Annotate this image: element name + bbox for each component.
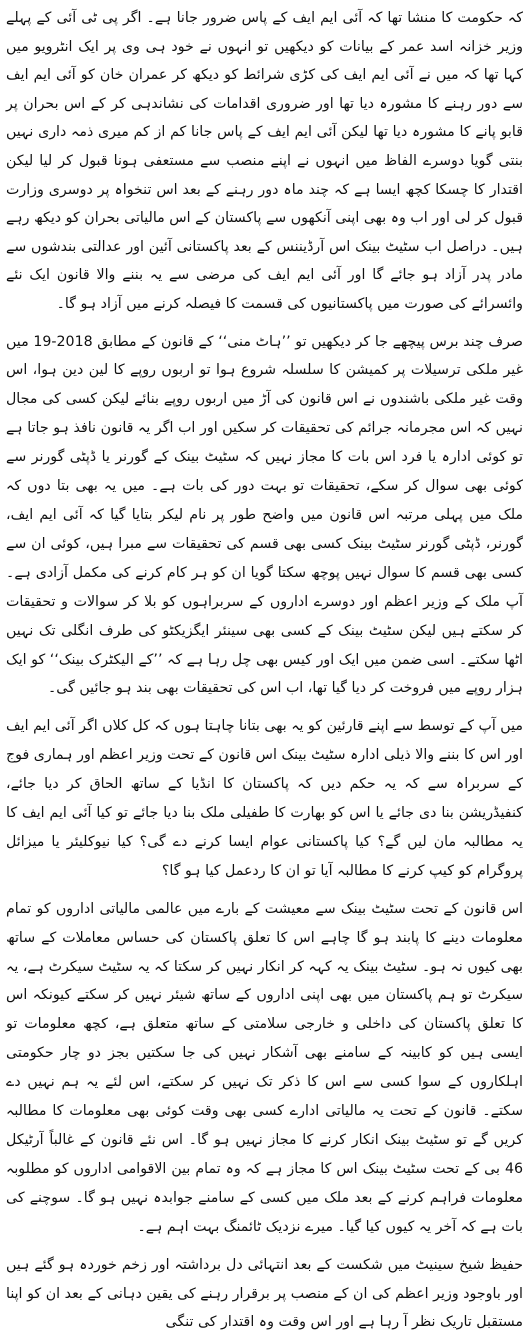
article-paragraph-5: حفیظ شیخ سینیٹ میں شکست کے بعد انتہائی دل برداشتہ اور زخم خوردہ ہو گئے ہیں اور باوجود وزیر اعظم کی ان کے منصب پر برقرار رہنے کی یقین دہانی کے بعد ان کو اپنا مستقبل تاریک نظر آ رہا ہے اور اس وقت وہ اقتدار کی تنگی xyxy=(6,1256,523,1331)
article-paragraph-4: اس قانون کے تحت سٹیٹ بینک سے معیشت کے بارے میں عالمی مالیاتی اداروں کو تمام معلومات دینے کا پابند ہو گا چاہے اس کا تعلق پاکستان کی حساس معاملات کے ساتھ بھی کیوں نہ ہو۔ سٹیٹ بینک یہ کہہ کر انکار نہیں کر سکتا کہ یہ سٹیٹ سیکرٹ ہے، یہ سیکرٹ تو ہم پاکستان میں بھی اپنی اداروں کے ساتھ شیئر نہیں کر سکتے کیونکہ اس کا تعلق پاکستان کی داخلی و خارجی سلامتی کے ساتھ متعلق ہے، کچھ معلومات تو ایسی ہیں کو کابینہ کے سامنے بھی آشکار نہیں کی جا سکتیں بجز دو چار حکومتی اہلکاروں کے سوا کسی سے اس کا ذکر تک نہیں کر سکتے، اس لئے یہ ہم نہیں دے سکتے۔ قانون کے تحت یہ مالیاتی ادارے کسی بھی وقت کوئی بھی معلومات کا مطالبہ کریں گے تو سٹیٹ بینک انکار کرنے کا مجاز نہیں ہو گا۔ اس نئے قانون کے غالباً آرٹیکل 46 بی کے تحت سٹیٹ بینک اس کا مجاز ہے کہ وہ تمام بین الاقوامی اداروں کو مطلوبہ معلومات فراہم کرنے کے بعد ملک میں کسی کے سامنے جوابدہ نہیں ہو گا۔ سوچنے کی بات ہے کہ آخر یہ کیوں کیا گیا۔ میرے نزدیک ٹائمنگ بہت اہم ہے۔ xyxy=(6,900,523,1235)
article-paragraph-3: میں آپ کے توسط سے اپنے قارئین کو یہ بھی بتانا چاہتا ہوں کہ کل کلاں اگر آئی ایم ایف اور اس کا بننے والا ذیلی ادارہ سٹیٹ بینک اس قانون کے تحت وزیر اعظم اور ہماری فوج کے سربراہ سے کہ یہ حکم دیں کہ پاکستان کا انڈیا کے ساتھ الحاق کر دیا جائے، کنفیڈریشن بنا دی جائے یا اس کو بھارت کا طفیلی ملک بنا دیا جائے تو کیا آئی ایم ایف کا یہ مطالبہ مان لیں گے؟ کیا پاکستانی عوام ایسا کرنے دے گی؟ کیا نیوکلیئر یا میزائل پروگرام کو کیپ کرنے کا مطالبہ آیا تو ان کا ردعمل کیا ہو گا؟ xyxy=(6,718,523,879)
article-paragraph-1: کہ حکومت کا منشا تھا کہ آئی ایم ایف کے پاس ضرور جانا ہے۔ اگر پی ٹی آئی کے پہلے وزیر خزانہ اسد عمر کے بیانات کو دیکھیں تو انہوں نے خود ہی وی پر ایک انٹرویو میں کہا تھا کہ میں نے آئی ایم ایف کی کڑی شرائط کو دیکھ کر عمران خان کو آئی ایم ایف سے دور رہنے کا مشورہ دیا تھا اور ضروری اقدامات کی نشاندہی کر کے اس بحران پر قابو پانے کا مشورہ دیا تھا لیکن آئی ایم ایف کے پاس جانا کم از کم میری ذمہ داری نہیں بنتی گویا دوسرے الفاظ میں انہوں نے اپنے منصب سے مستعفی ہونا قبول کر لیا لیکن اقتدار کا چسکا کچھ ایسا ہے کہ چند ماہ دور رہنے کے بعد اس تنخواہ پر دوسری وزارت قبول کر لی اور اب وہ بھی اپنی آنکھوں سے پاکستان کے اس مالیاتی بحران کو دیکھ رہے ہیں۔ دراصل اب سٹیٹ بینک اس آرڈیننس کے بعد پاکستانی آئین اور عدالتی بندشوں سے مادر پدر آزاد ہو جائے گا اور آئی ایم ایف کی مرضی سے یہ بننے والا قانون ایک نئے وائسرائے کی صورت میں پاکستانیوں کی قسمت کا فیصلہ کرنے میں آزاد ہو گا۔ xyxy=(6,10,523,312)
article-paragraph-2: صرف چند برس پیچھے جا کر دیکھیں تو ’’ہاٹ منی‘‘ کے قانون کے مطابق 2018-19 میں غیر ملکی ترسیلات پر کمیشن کا سلسلہ شروع ہوا تو اربوں روپے کا لین دین ہوا، اس وقت غیر ملکی باشندوں نے اس قانون کی آڑ میں اربوں روپے بنائے لیکن کسی کی مجال نہیں کہ اس مجرمانہ جرائم کی تحقیقات کر سکیں اور اب اگر یہ قانون نافذ ہو جاتا ہے تو کوئی ادارہ یا فرد اس بات کا مجاز نہیں کہ سٹیٹ بینک کے گورنر یا ڈپٹی گورنر سے کوئی بھی سوال کر سکے، تحقیقات تو بہت دور کی بات ہے۔ میں یہ بھی بتا دوں کہ ملک میں پہلی مرتبہ اس قانون میں واضح طور پر نام لیکر بتایا گیا کہ آئی ایم ایف، گورنر، ڈپٹی گورنر سٹیٹ بینک کسی بھی قسم کی تحقیقات سے مبرا ہیں، کوئی ان سے کسی بھی قسم کا سوال نہیں پوچھ سکتا گویا ان کو ہر کام کرنے کی مکمل آزادی ہے۔ آپ ملک کے وزیر اعظم اور دوسرے اداروں کے سربراہوں کو بلا کر سوالات و تحقیقات کر سکتے ہیں لیکن سٹیٹ بینک کے کسی بھی سینئر ایگزیکٹو کی طرف انگلی تک نہیں اٹھا سکتے۔ اسی ضمن میں ایک اور کیس بھی چل رہا ہے کہ ’’کے الیکٹرک بینک‘‘ کو ایک ہزار روپے میں فروخت کر دیا گیا تھا، اب اس کی تحقیقات بھی بند ہو جائیں گی۔ xyxy=(6,333,523,697)
